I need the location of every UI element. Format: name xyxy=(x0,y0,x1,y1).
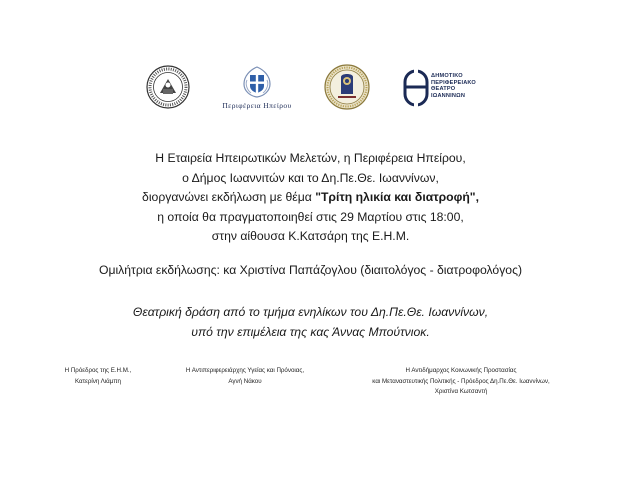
signature-vice-governor xyxy=(160,366,330,387)
signature-line: και Μεταναστευτικής Πολιτικής - Πρόεδρος Δη.Πε.Θε. Ιωαννίνων, xyxy=(372,377,550,385)
theatre-text-line: ΠΕΡΙΦΕΡΕΙΑΚΟ xyxy=(431,79,476,86)
announcement-line: Η Εταιρεία Ηπειρωτικών Μελετών, η Περιφέρεια Ηπείρου, xyxy=(155,151,466,165)
theatre-action-line: Θεατρική δράση από το τμήμα ενηλίκων του Δη.Πε.Θε. Ιωαννίνων, xyxy=(132,305,489,319)
signature-line: Η Αντιπεριφερειάρχης Υγείας και Πρόνοιας, xyxy=(185,367,305,374)
signature-ehm-president xyxy=(50,366,146,387)
theatre-action-text xyxy=(0,303,621,342)
theatre-logo xyxy=(402,68,502,108)
region-of-epirus-logo xyxy=(212,66,302,122)
theatre-text-line: ΔΗΜΟΤΙΚΟ xyxy=(431,73,463,79)
theatre-action-line: υπό την επιμέλεια της κας Άννας Μπούτνιοκ. xyxy=(191,324,430,339)
municipality-seal-logo xyxy=(324,64,370,110)
speaker-line: Ομιλήτρια εκδήλωσης: κα Χριστίνα Παπάζογλου (διαιτολόγος - διατροφολόγος) xyxy=(98,263,523,277)
announcement-prefix: διοργανώνει εκδήλωση με θέμα xyxy=(142,190,316,204)
signature-name: Κατερίνη Λιάμπη xyxy=(75,377,121,385)
announcement-text xyxy=(0,149,621,247)
theatre-text-line: ΘΕΑΤΡΟ xyxy=(431,86,456,93)
event-topic: "Τρίτη ηλικία και διατροφή", xyxy=(315,190,479,204)
region-caption: Περιφέρεια Ηπείρου xyxy=(222,101,292,110)
signature-name: Χριστίνα Κωτσαντή xyxy=(434,388,488,395)
announcement-line xyxy=(0,188,621,208)
signature-line: Η Πρόεδρος της Ε.Η.Μ., xyxy=(64,367,132,374)
theatre-logo-text xyxy=(431,73,476,99)
signature-deputy-mayor xyxy=(345,366,577,398)
theatre-text-line: ΙΩΑΝΝΙΝΩΝ xyxy=(431,92,466,99)
ehm-seal-logo xyxy=(146,65,190,109)
announcement-line: στην αίθουσα Κ.Κατσάρη της Ε.Η.Μ. xyxy=(211,229,410,243)
announcement-line: ο Δήμος Ιωαννιτών και το Δη.Πε.Θε. Ιωαννίνων, xyxy=(182,170,439,185)
signature-line: Η Αντιδήμαρχος Κοινωνικής Προστασίας xyxy=(405,367,517,374)
signature-name: Αγνή Νάκου xyxy=(228,377,262,385)
logo-row xyxy=(0,62,621,122)
announcement-line: η οποία θα πραγματοποιηθεί στις 29 Μαρτίου στις 18:00, xyxy=(157,209,464,224)
